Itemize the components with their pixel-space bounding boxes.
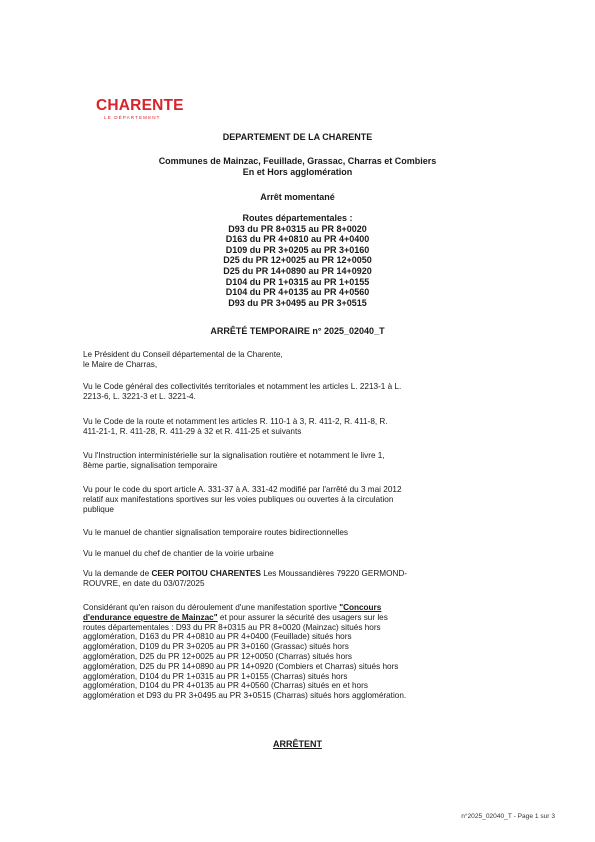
text-line: Vu le Code de la route et notamment les articles R. 110-1 à 3, R. 411-2, R. 411-8, R. — [83, 417, 388, 426]
vu-manuel-chantier — [83, 528, 513, 538]
maire-line: le Maire de Charras, — [83, 359, 158, 369]
considerant-block — [83, 603, 513, 701]
arretent-heading: ARRÊTENT — [273, 739, 322, 749]
vu-instruction — [83, 451, 513, 471]
text-line: publique — [83, 504, 114, 514]
text-line: Vu pour le code du sport article A. 331-37 à A. 331-42 modifié par l'arrêté du 3 mai 2012 — [83, 485, 402, 494]
communes-line-1: Communes de Mainzac, Feuillade, Grassac, Charras et Combiers — [158, 156, 437, 166]
charente-logo — [96, 98, 186, 120]
president-block — [83, 350, 513, 370]
text-line: Vu le manuel de chantier signalisation temporaire routes bidirectionnelles — [83, 528, 349, 537]
text-span: Vu la demande de — [83, 569, 152, 578]
text-line: agglomération, D104 du PR 4+0135 au PR 4+0560 (Charras) situés en et hors — [83, 681, 368, 691]
text-span: Considérant qu'en raison du déroulement d'une manifestation sportive — [83, 603, 340, 612]
route-item: D93 du PR 8+0315 au PR 8+0020 — [228, 223, 367, 234]
text-line: agglomération, D25 du PR 12+0025 au PR 12+0050 (Charras) situés hors — [83, 651, 352, 661]
text-line: routes départementales : D93 du PR 8+0315 au PR 8+0020 (Mainzac) situés hors — [83, 622, 381, 632]
logo-tagline: LE DÉPARTEMENT — [104, 115, 161, 120]
text-line: Vu le manuel du chef de chantier de la voirie urbaine — [83, 549, 274, 558]
text-line: 2213-6, L. 3221-3 et L. 3221-4. — [83, 391, 196, 401]
text-line: Vu le Code général des collectivités territoriales et notamment les articles L. 2213-1 à L. — [83, 382, 402, 391]
text-span: et pour assurer la sécurité des usagers sur les — [217, 612, 388, 622]
routes-title: Routes départementales : — [242, 213, 353, 223]
route-item: D25 du PR 12+0025 au PR 12+0050 — [223, 255, 372, 266]
text-line: agglomération, D25 du PR 14+0890 au PR 14+0920 (Combiers et Charras) situés hors — [83, 661, 399, 671]
text-line — [83, 569, 513, 579]
text-line: 8ème partie, signalisation temporaire — [83, 460, 218, 470]
text-line: agglomération, D104 du PR 1+0315 au PR 1+0155 (Charras) situés hors — [83, 671, 348, 681]
vu-manuel-chef — [83, 549, 513, 559]
text-line: agglomération, D163 du PR 4+0810 au PR 4+0400 (Feuillade) situés hors — [83, 632, 352, 642]
text-line: ROUVRE, en date du 03/07/2025 — [83, 578, 205, 588]
vu-demande — [83, 569, 513, 589]
text-line: agglomération et D93 du PR 3+0495 au PR 3+0515 (Charras) situés hors agglomération. — [83, 691, 407, 701]
logo-wordmark: CHARENTE — [96, 97, 184, 114]
vu-code-route — [83, 417, 513, 437]
vu-code-collectivites — [83, 382, 513, 402]
text-span: Les Moussandières 79220 GERMOND- — [260, 569, 407, 578]
route-item: D104 du PR 4+0135 au PR 4+0560 — [225, 287, 370, 298]
route-item: D93 du PR 3+0495 au PR 3+0515 — [228, 297, 367, 308]
arrete-temporaire-title: ARRÊTÉ TEMPORAIRE n° 2025_02040_T — [210, 326, 385, 336]
event-name: "Concours — [339, 603, 382, 612]
text-line — [83, 613, 513, 623]
communes-heading — [0, 156, 595, 177]
route-item: D25 du PR 14+0890 au PR 14+0920 — [223, 265, 372, 276]
communes-line-2: En et Hors agglomération — [242, 166, 353, 177]
department-title: DEPARTEMENT DE LA CHARENTE — [222, 132, 373, 142]
text-line: agglomération, D109 du PR 3+0205 au PR 3+0160 (Grassac) situés hors — [83, 642, 349, 652]
route-item: D163 du PR 4+0810 au PR 4+0400 — [225, 234, 370, 245]
organisation-name: CEER POITOU CHARENTES — [151, 569, 261, 578]
event-name: d'endurance equestre de Mainzac" — [83, 612, 218, 622]
vu-code-sport — [83, 485, 513, 514]
text-line — [83, 603, 513, 613]
text-line: relatif aux manifestations sportives sur les voies publiques ou ouvertes à la circulation — [83, 494, 394, 504]
route-item: D104 du PR 1+0315 au PR 1+0155 — [225, 276, 370, 287]
president-line: Le Président du Conseil départemental de la Charente, — [83, 350, 283, 359]
text-line: Vu l'Instruction interministérielle sur la signalisation routière et notamment le livre 1, — [83, 451, 385, 460]
route-item: D109 du PR 3+0205 au PR 3+0160 — [225, 244, 370, 255]
page-footer: n°2025_02040_T - Page 1 sur 3 — [461, 813, 555, 820]
arret-title: Arrêt momentané — [260, 192, 335, 202]
routes-list — [0, 213, 595, 308]
text-line: 411-21-1, R. 411-28, R. 411-29 à 32 et R. 411-25 et suivants — [83, 426, 302, 436]
